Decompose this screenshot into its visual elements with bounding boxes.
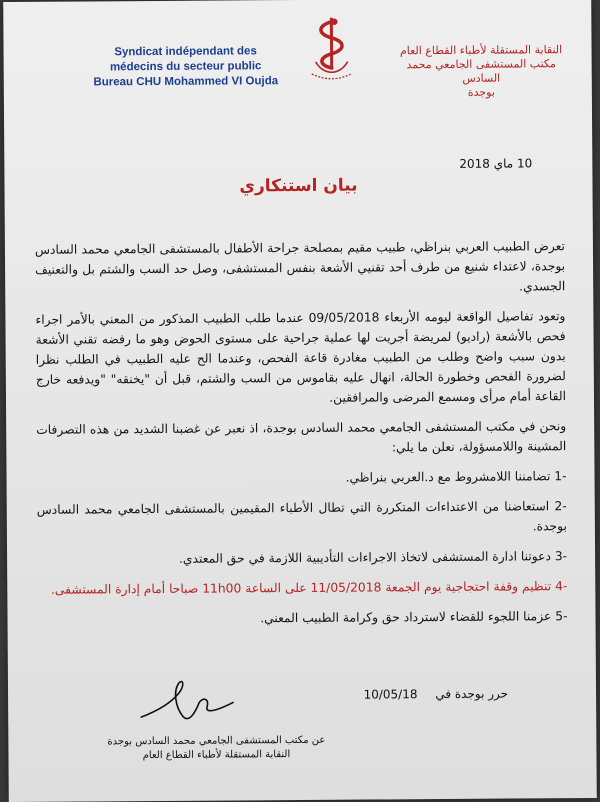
issued-date: 10/05/18 [364, 687, 418, 701]
header-arabic-line-3: بوجدة [399, 85, 564, 100]
signature-caption-line-2: النقابة المستقلة لأطباء القطاع العام [86, 748, 346, 764]
paragraph-incident: تعرض الطبيب العربي بنراظي، طبيب مقيم بمصلحة جراحة الأطفال بالمستشفى الجامعي محمد السادس بوجدة، لاعتداء شنيع من طرف أحد تقنيي الأشعة بنفس المستشفى، وصل حد السب والشتم بل والتعنيف الجسدي. [35, 236, 565, 300]
list-item [36, 466, 566, 490]
list-item-text: تنظيم وقفة احتجاجية يوم الجمعة 11/05/2018 على الساعة 11h00 صباحا أمام إدارة المستشفى. [51, 579, 551, 596]
paragraph-details: وتعود تفاصيل الواقعة ليومه الأربعاء 09/05/2018 عندما طلب الطبيب المذكور من المعني بالأمر اجراء فحص بالأشعة (راديو) لمريضة أجريت لها عملية جراحية على مستوى الحوض وهو ما رفضه تقني الأشعة بدون سبب واضح وطلب من الطبيب مغادرة قاعة الفحص، وعندما الح عليه الطبيب في الطلب نظرا لضرورة الفحص وخطورة الحالة، انهال عليه بقاموس من السب والشتم، قبل أن "يخنقه" "ويدفعه خارج القاعة أمام مرأى ومسمع المرضى والمرافقين. [35, 306, 566, 410]
header-arabic-line-2: مكتب المستشفى الجامعي محمد السادس [399, 57, 564, 86]
list-item-text: دعوتنا ادارة المستشفى لاتخاذ الاجراءات التأديبية اللازمة في حق المعتدي. [179, 549, 551, 566]
list-item [37, 546, 567, 570]
header-arabic [399, 43, 564, 100]
caduceus-snake-icon [301, 12, 362, 87]
list-item-text: استعاضنا من الاعتداءات المتكررة التي تطال الأطباء المقيمين بالمستشفى الجامعي محمد السادس بوجدة. [37, 499, 567, 533]
paragraph-statement: ونحن في مكتب المستشفى الجامعي محمد السادس بوجدة، اذ نعبر عن غضبنا الشديد من هذه التصرفات المشينة واللامسؤولة، نعلن ما يلي: [36, 416, 566, 460]
signature-caption [86, 734, 346, 764]
header-arabic-line-1: النقابة المستقلة لأطباء القطاع العام [399, 43, 564, 58]
list-item-number: -5 [555, 609, 567, 623]
list-item-number: -2 [554, 499, 566, 513]
header-french-line-1: Syndicat indépendant des [76, 44, 296, 61]
list-item-text: تضامننا اللامشروط مع د.العربي بنراظي. [346, 469, 551, 484]
issued-place: حرر بوجدة في [435, 687, 508, 702]
list-item-number: -3 [555, 549, 567, 563]
signature [133, 672, 243, 733]
header-french-line-2: médecins du secteur public [76, 59, 296, 76]
list-item [37, 496, 567, 540]
letter-page [3, 0, 597, 802]
letter-body [35, 236, 568, 640]
issued-place-date [218, 687, 508, 703]
header-french [76, 44, 296, 91]
list-item-protest [37, 576, 567, 600]
header-french-line-3: Bureau CHU Mohammed VI Oujda [76, 74, 296, 91]
list-item-number: -4 [555, 579, 567, 593]
list-item [37, 606, 567, 630]
letter-date: 10 ماي 2018 [459, 156, 532, 171]
document-title: بيان استنكاري [4, 174, 592, 198]
list-item-text: عزمنا اللجوء للقضاء لاسترداد حق وكرامة الطبيب المعني. [260, 609, 551, 625]
signature-caption-line-1: عن مكتب المستشفى الجامعي محمد السادس بوجدة [86, 734, 346, 750]
list-item-number: -1 [554, 469, 566, 483]
